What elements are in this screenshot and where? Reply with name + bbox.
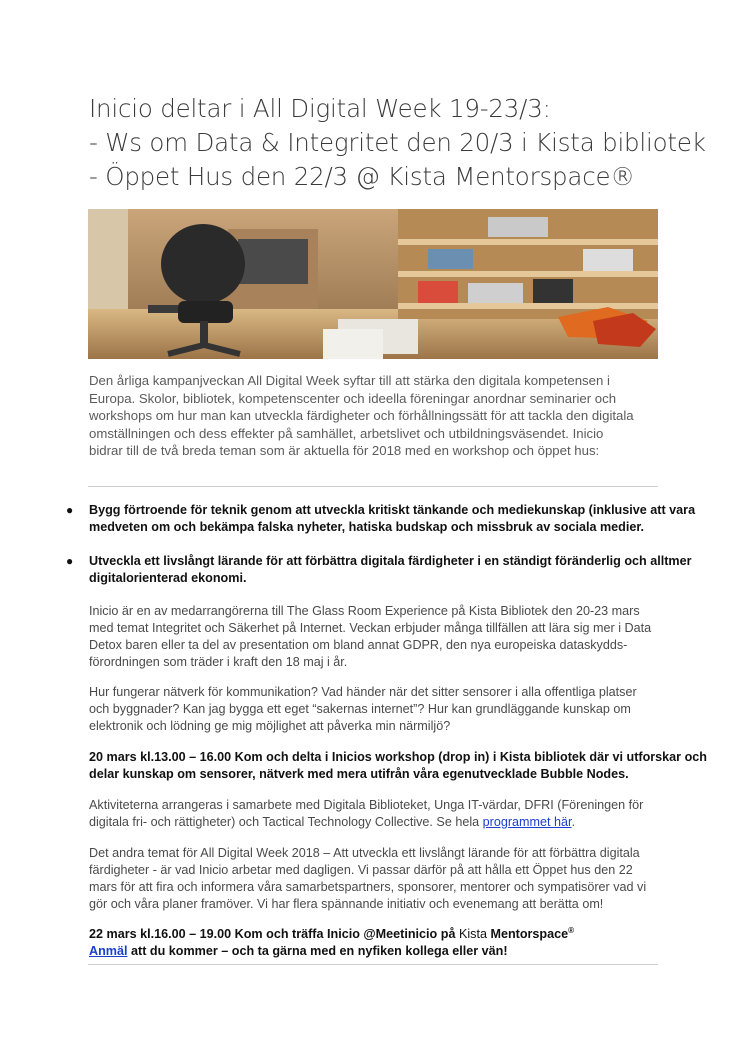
- paragraph-line: färdigheter - är vad Inicio arbetar med dagligen. Vi passar därför på att hålla ett Öppet hus den 22: [89, 863, 633, 877]
- bullet-icon: ●: [66, 554, 74, 568]
- bullet-text: Bygg förtroende för teknik genom att utveckla kritiskt tänkande och mediekunskap (inklusive att vara: [89, 503, 696, 517]
- page-title: [89, 92, 709, 194]
- paragraph-text: .: [571, 815, 576, 829]
- intro-line: workshops om hur man kan utveckla färdigheter och förhållningssätt för att tackla den digitala: [89, 408, 634, 424]
- event-text: 22 mars kl.16.00 – 19.00 Kom och träffa Inicio @Meetinicio på: [89, 927, 459, 941]
- registered-mark: ®: [568, 925, 575, 935]
- bullet-item: [66, 502, 696, 536]
- bullet-icon: ●: [66, 503, 74, 517]
- paragraph-line: Inicio är en av medarrangörerna till The Glass Room Experience på Kista Bibliotek den 20-23 mars: [89, 604, 640, 618]
- paragraph-line: Hur fungerar nätverk för kommunikation? Vad händer när det sitter sensorer i alla offentliga platser: [89, 685, 637, 699]
- intro-line: Europa. Skolor, bibliotek, kompetenscenter och ideella föreningar anordnar seminarier och: [89, 390, 617, 406]
- paragraph-line: gör och våra planer framöver. Vi har flera spännande initiativ och evenemang att berätta om!: [89, 897, 604, 911]
- bullet-text: Utveckla ett livslångt lärande för att förbättra digitala färdigheter i en ständigt föränderlig och alltmer: [89, 554, 692, 568]
- intro-line: bidrar till de två breda teman som är aktuella för 2018 med en workshop och öppet hus:: [89, 443, 600, 459]
- intro-line: Den årliga kampanjveckan All Digital Week syftar till att stärka den digitala kompetensen i: [89, 373, 610, 388]
- paragraph-line: Detox baren eller ta del av presentation om bland annat GDPR, den nya europeiska dataskydds-: [89, 638, 628, 652]
- paragraph-line: Det andra temat för All Digital Week 2018 – Att utveckla ett livslångt lärande för att förbättra digitala: [89, 846, 640, 860]
- workshop-event: [89, 749, 707, 783]
- bullet-text: medveten om och bekämpa falska nyheter, hatiska budskap och missbruk av sociala medier.: [89, 520, 645, 534]
- event-venue: Mentorspace: [490, 927, 569, 941]
- event-line: delar kunskap om sensorer, nätverk med mera utifrån våra egenutvecklade Bubble Nodes.: [89, 767, 629, 781]
- divider: [88, 486, 658, 487]
- bullet-item: [66, 553, 692, 587]
- bullet-text: digitalorienterad ekonomi.: [89, 571, 247, 585]
- event-line: [89, 943, 664, 960]
- open-house-event: [89, 926, 664, 960]
- event-line: 20 mars kl.13.00 – 16.00 Kom och delta i Inicios workshop (drop in) i Kista bibliotek där vi utforskar och: [89, 750, 707, 764]
- title-line-3: - Öppet Hus den 22/3 @ Kista Mentorspace®: [89, 162, 635, 191]
- program-link[interactable]: programmet här: [482, 815, 572, 829]
- paragraph-text: digitala fri- och rättigheter) och Tactical Technology Collective. Se hela: [89, 815, 483, 829]
- paragraph-line: [89, 814, 664, 831]
- intro-line: omställningen och dess effekter på samhället, arbetslivet och utbildningsväsendet. Inicio: [89, 425, 604, 441]
- paragraph-line: Aktiviteterna arrangeras i samarbete med Digitala Biblioteket, Unga IT-värdar, DFRI (Föreningen för: [89, 798, 644, 812]
- title-line-2: - Ws om Data & Integritet den 20/3 i Kista bibliotek: [89, 128, 706, 157]
- collaboration-paragraph: [89, 797, 664, 831]
- intro-paragraph: [89, 372, 664, 460]
- paragraph-line: och byggnader? Kan jag bygga ett eget “sakernas internet”? Hur kan grundläggande kunskap om: [89, 702, 631, 716]
- paragraph-line: förordningen som träder i kraft den 18 maj i år.: [89, 655, 348, 669]
- divider: [88, 964, 658, 965]
- title-line-1: Inicio deltar i All Digital Week 19-23/3:: [89, 94, 551, 123]
- bullet-list: [66, 502, 696, 604]
- workshop-photo: [88, 209, 658, 359]
- paragraph-line: elektronik och lödning ge mig möjlighet att påverka min närmiljö?: [89, 719, 451, 733]
- paragraph-line: mars för att fira och informera våra samarbetspartners, sponsorer, mentorer och sympatisörer vad vi: [89, 880, 647, 894]
- questions-paragraph: [89, 684, 664, 735]
- event-line: [89, 926, 664, 943]
- event-text: att du kommer – och ta gärna med en nyfiken kollega eller vän!: [127, 944, 508, 958]
- register-link[interactable]: Anmäl: [89, 944, 128, 958]
- open-house-paragraph: [89, 845, 664, 913]
- event-location: Kista: [458, 927, 491, 941]
- paragraph-line: med temat Integritet och Säkerhet på Internet. Veckan erbjuder många tillfällen att lära sig mer i Data: [89, 621, 652, 635]
- glass-room-paragraph: [89, 603, 664, 671]
